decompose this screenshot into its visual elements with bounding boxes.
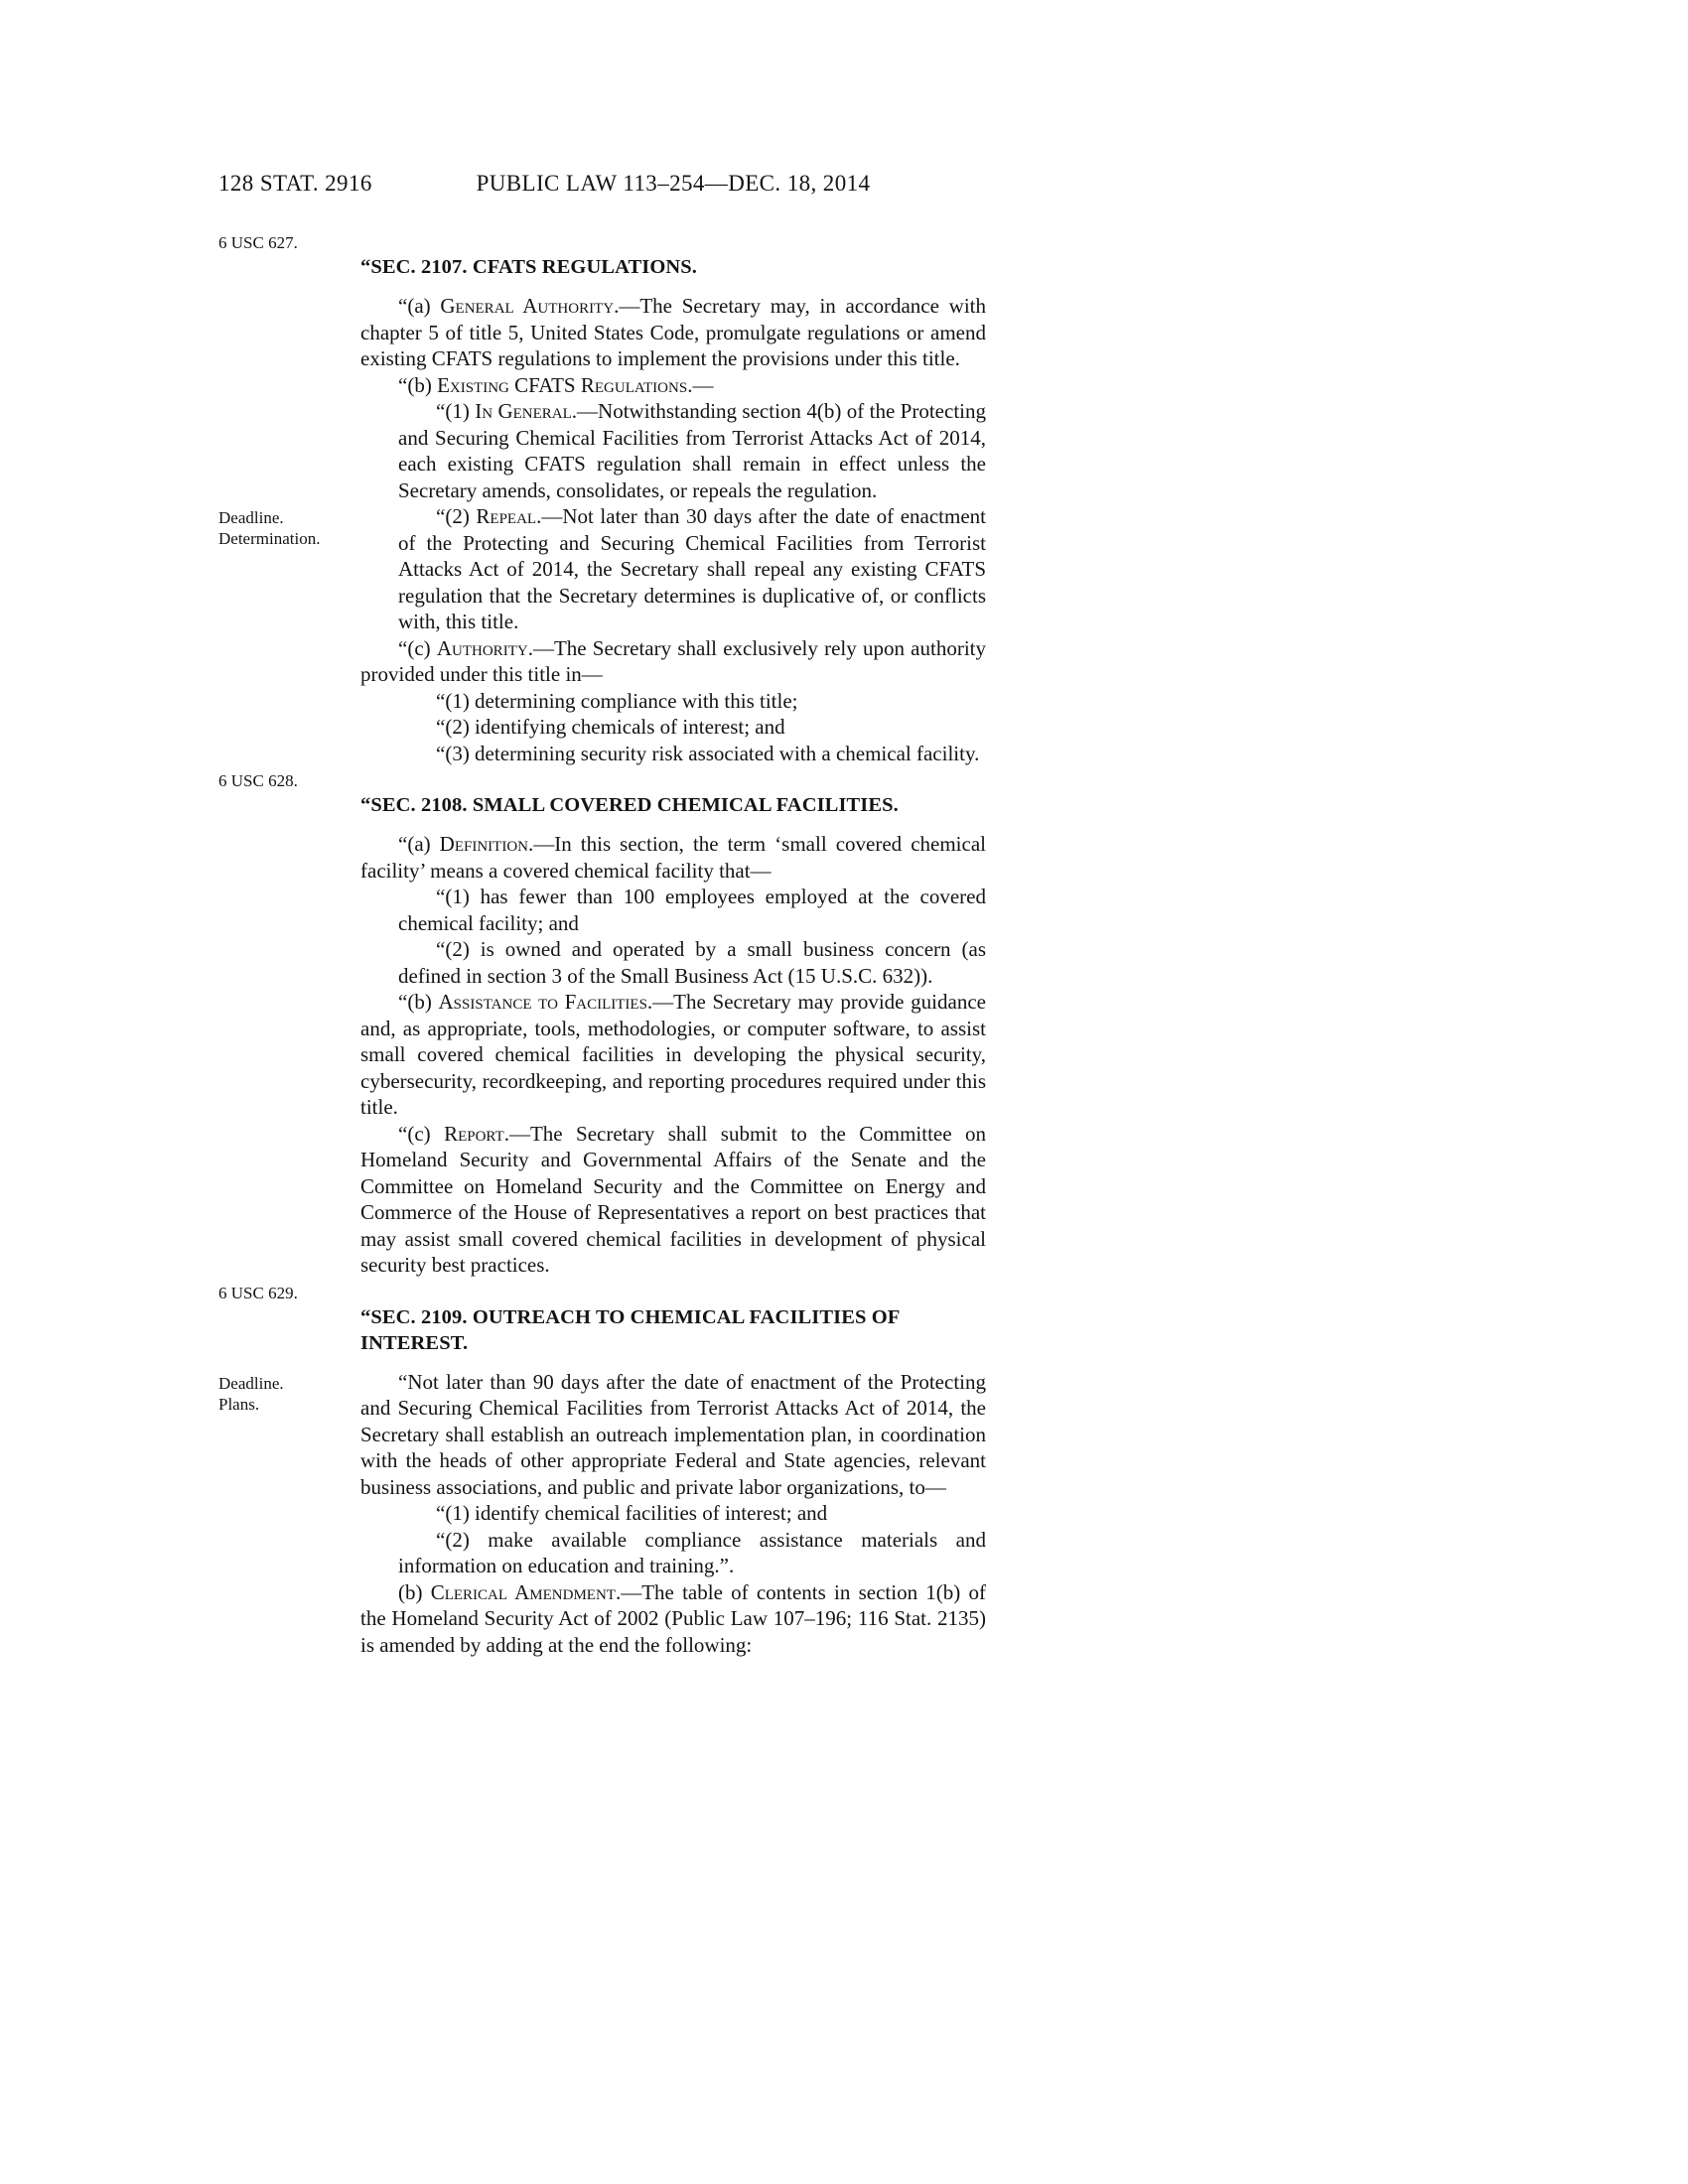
margin-note [218,688,360,715]
document-row [218,1369,1003,1501]
small-caps-term: General Authority [440,294,615,318]
document-row [218,936,1003,989]
paragraph [398,884,986,936]
margin-note [218,398,360,503]
margin-note-line: Determination. [218,529,321,548]
stat-page-number: 128 STAT. 2916 [218,171,372,196]
small-caps-term: Definition [439,832,528,856]
small-caps-term: In General [475,399,572,423]
margin-note-line: 6 USC 629. [218,1283,298,1302]
margin-note [218,1369,360,1501]
paragraph-text: “(1) has fewer than 100 employees employed at the covered chemical facility; and [398,885,986,935]
small-caps-term: Report [444,1121,504,1146]
margin-note [218,228,360,293]
margin-note [218,503,360,635]
margin-note-line: 6 USC 628. [218,771,298,790]
paragraph-text: “(2) make available compliance assistance materials and information on education and training.”. [398,1527,986,1577]
small-caps-term: Clerical Amendment [430,1579,616,1604]
paragraph-text: “(3) determining security risk associated with a chemical facility. [436,741,980,765]
document-row [218,766,1003,831]
margin-note [218,766,360,831]
paragraph-text: “(1) determining compliance with this title; [436,688,798,713]
document-row [218,1279,1003,1369]
document-row [218,884,1003,936]
paragraph-text: .—In this section, the term ‘small covered chemical facility’ means a covered chemical facility that— [360,832,986,883]
section-heading: “SEC. 2109. OUTREACH TO CHEMICAL FACILITIES OF INTEREST. [360,1305,900,1354]
section-heading: “SEC. 2108. SMALL COVERED CHEMICAL FACILITIES. [360,794,899,816]
paragraph-text: “(2) is owned and operated by a small business concern (as defined in section 3 of the Small Business Act (15 U.S.C. 632)). [398,937,986,988]
margin-note [218,372,360,399]
small-caps-term: Repeal [476,504,537,528]
paragraph-text: .—The Secretary may provide guidance and, as appropriate, tools, methodologies, or computer software, to assist small covered chemical facilities in developing the physical security, cybersecurity, recordkeeping, and reporting procedures required under this title. [360,990,986,1119]
page-content [218,171,1003,1658]
paragraph [398,1500,986,1527]
document-row [218,635,1003,688]
margin-note [218,741,360,767]
running-head-law-title: PUBLIC LAW 113–254—DEC. 18, 2014 [476,171,871,196]
document-row [218,989,1003,1121]
paragraph-text: “(a) [398,832,440,856]
paragraph [398,741,986,767]
margin-note [218,884,360,936]
margin-note [218,989,360,1121]
paragraph-text: .—The Secretary may, in accordance with chapter 5 of title 5, United States Code, promulgate regulations or amend existing CFATS regulations to implement the provisions under this title. [360,294,986,370]
paragraph-text: .— [687,372,714,397]
section-heading: “SEC. 2107. CFATS REGULATIONS. [360,256,698,278]
paragraph [360,1369,986,1501]
margin-note-line: 6 USC 627. [218,233,298,252]
paragraph-text: .—The Secretary shall exclusively rely upon authority provided under this title in— [360,635,986,686]
paragraph-text: “(b) [398,372,438,397]
paragraph-text: “(1) [436,399,476,423]
document-row [218,228,1003,293]
margin-note [218,635,360,688]
margin-note [218,1121,360,1279]
page-header [218,171,1003,205]
small-caps-term: Existing CFATS Regulations [437,372,688,397]
margin-note [218,1579,360,1659]
paragraph-text: .—The Secretary shall submit to the Committee on Homeland Security and Governmental Affairs of the Senate and the Committee on Homeland Security and the Committee on Energy and Commerce of the House of Representatives a report on best practices that may assist small covered chemical facilities in development of physical security best practices. [360,1121,986,1277]
margin-note [218,936,360,989]
paragraph [360,831,986,884]
paragraph-text: “(2) identifying chemicals of interest; and [436,715,785,739]
document-row [218,714,1003,741]
paragraph [360,635,986,688]
paragraph-text: “(c) [398,635,437,660]
paragraph-text: “(c) [398,1121,445,1146]
paragraph [398,714,986,741]
paragraph [398,398,986,503]
margin-note-line: Plans. [218,1394,260,1414]
document-row [218,503,1003,635]
margin-note [218,831,360,884]
document-row [218,741,1003,767]
document-row [218,1579,1003,1659]
margin-note-line: Deadline. [218,508,284,527]
document-row [218,398,1003,503]
document-row [218,831,1003,884]
paragraph-text: “Not later than 90 days after the date of enactment of the Protecting and Securing Chemical Facilities from Terrorist Attacks Act of 2014, the Secretary shall establish an outreach implementation plan, in coordination with the heads of other appropriate Federal and State agencies, relevant business associations, and public and private labor organizations, to— [360,1369,986,1499]
paragraph-text: “(b) [398,990,439,1014]
margin-note [218,1527,360,1579]
paragraph [360,293,986,372]
margin-note [218,714,360,741]
document-row [218,688,1003,715]
paragraph-text: (b) [398,1579,431,1604]
paragraph-text: “(a) [398,294,441,318]
margin-note [218,293,360,372]
margin-note [218,1279,360,1369]
document-row [218,1500,1003,1527]
paragraph-text: .—The table of contents in section 1(b) of the Homeland Security Act of 2002 (Public Law 107–196; 116 Stat. 2135) is amended by adding at the end the following: [360,1579,987,1657]
document-sections [218,228,1003,1658]
paragraph [398,1527,986,1579]
small-caps-term: Authority [436,635,528,660]
margin-note-line: Deadline. [218,1373,284,1393]
margin-note [218,1500,360,1527]
document-row [218,293,1003,372]
paragraph-text: .—Notwithstanding section 4(b) of the Protecting and Securing Chemical Facilities from Terrorist Attacks Act of 2014, each existing CFATS regulation shall remain in effect unless the Secretary amends, consolidates, or repeals the regulation. [398,399,986,502]
document-row [218,372,1003,399]
paragraph [360,372,986,399]
paragraph [360,1121,986,1279]
paragraph [360,1579,986,1659]
document-row [218,1121,1003,1279]
paragraph [398,936,986,989]
paragraph-text: “(1) identify chemical facilities of interest; and [436,1501,828,1525]
paragraph [360,989,986,1121]
paragraph-text: “(2) [436,504,477,528]
paragraph-text: .—Not later than 30 days after the date of enactment of the Protecting and Securing Chemical Facilities from Terrorist Attacks Act of 2014, the Secretary shall repeal any existing CFATS regulation that the Secretary determines is duplicative of, or conflicts with, this title. [398,504,986,633]
paragraph [398,503,986,635]
paragraph [398,688,986,715]
small-caps-term: Assistance to Facilities [438,990,647,1014]
document-row [218,1527,1003,1579]
